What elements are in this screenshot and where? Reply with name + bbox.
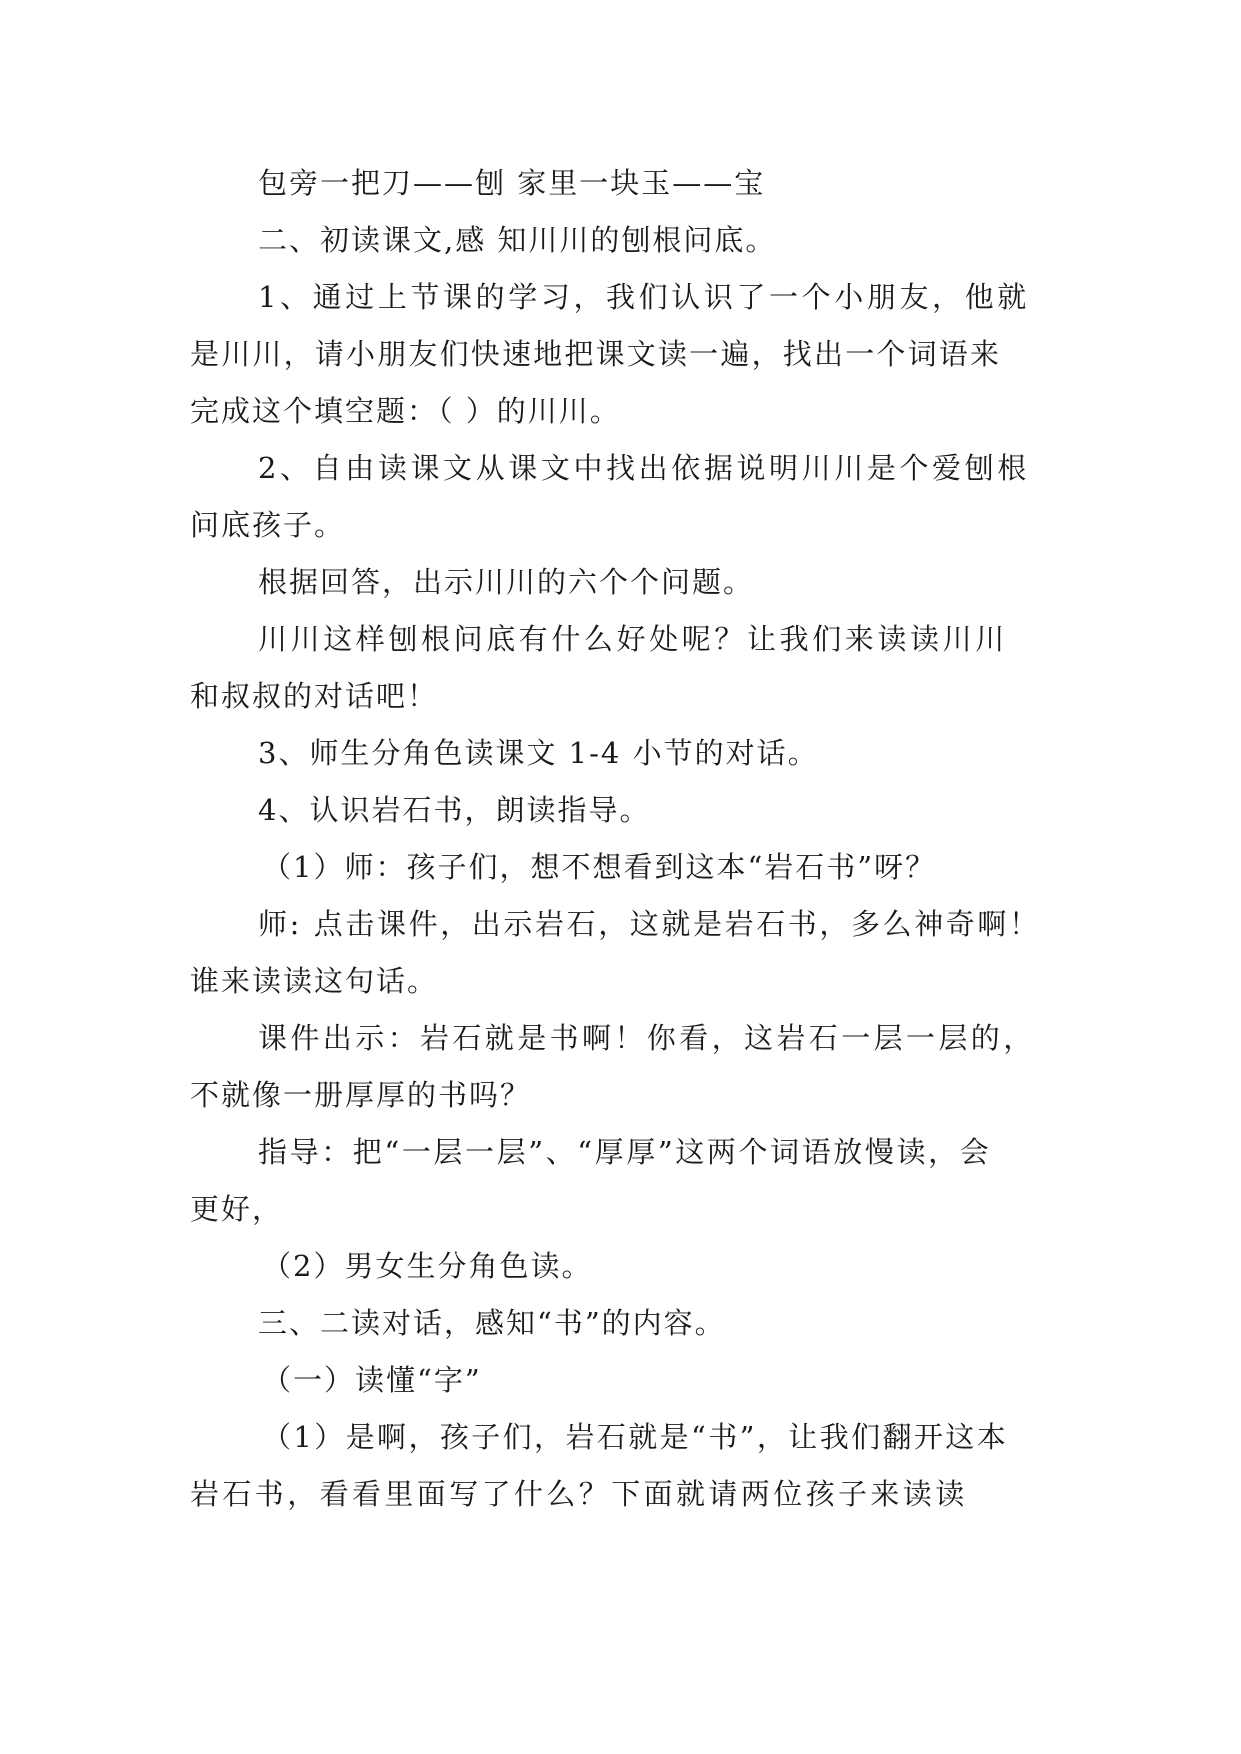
section-heading: 三、二读对话，感知“书”的内容。 [258,1306,726,1340]
text-line: 不就像一册厚厚的书吗？ [190,1078,532,1112]
text-line: 4、认识岩石书，朗读指导。 [258,793,651,827]
text-line: 是川川，请小朋友们快速地把课文读一遍，找出一个词语来 [190,337,1002,371]
text-line: 包旁一把刀——刨 家里一块玉——宝 [258,166,766,200]
text-line: 2、自由读课文从课文中找出依据说明川川是个爱刨根 [258,451,1030,485]
text-line: 川川这样刨根问底有什么好处呢？让我们来读读川川 [258,622,1008,656]
text-line: 岩石书，看看里面写了什么？下面就请两位孩子来读读 [190,1477,968,1511]
text-line: 师: 点击课件，出示岩石，这就是岩石书，多么神奇啊！ [258,907,1041,941]
text-line: （2）男女生分角色读。 [262,1249,593,1283]
subsection-heading: （一）读懂“字” [262,1363,482,1397]
text-line: （1）是啊，孩子们，岩石就是“书”，让我们翻开这本 [262,1420,1009,1454]
text-line: 完成这个填空题：（ ）的川川。 [190,394,621,428]
text-line: 3、师生分角色读课文 1-4 小节的对话。 [258,736,819,770]
text-line: 谁来读读这句话。 [190,964,439,998]
text-line: 课件出示：岩石就是书啊！你看，这岩石一层一层的， [258,1021,1036,1055]
text-line: 指导：把“一层一层”、“厚厚”这两个词语放慢读，会 [258,1135,992,1169]
text-line: 根据回答，出示川川的六个个问题。 [258,565,755,599]
text-line: （1）师：孩子们，想不想看到这本“岩石书”呀？ [262,850,937,884]
text-line: 1、通过上节课的学习，我们认识了一个小朋友，他就 [258,280,1030,314]
text-line: 更好， [190,1192,284,1226]
section-heading: 二、初读课文,感 知川川的刨根问底。 [258,223,777,257]
text-line: 和叔叔的对话吧！ [190,679,439,713]
text-line: 问底孩子。 [190,508,346,542]
